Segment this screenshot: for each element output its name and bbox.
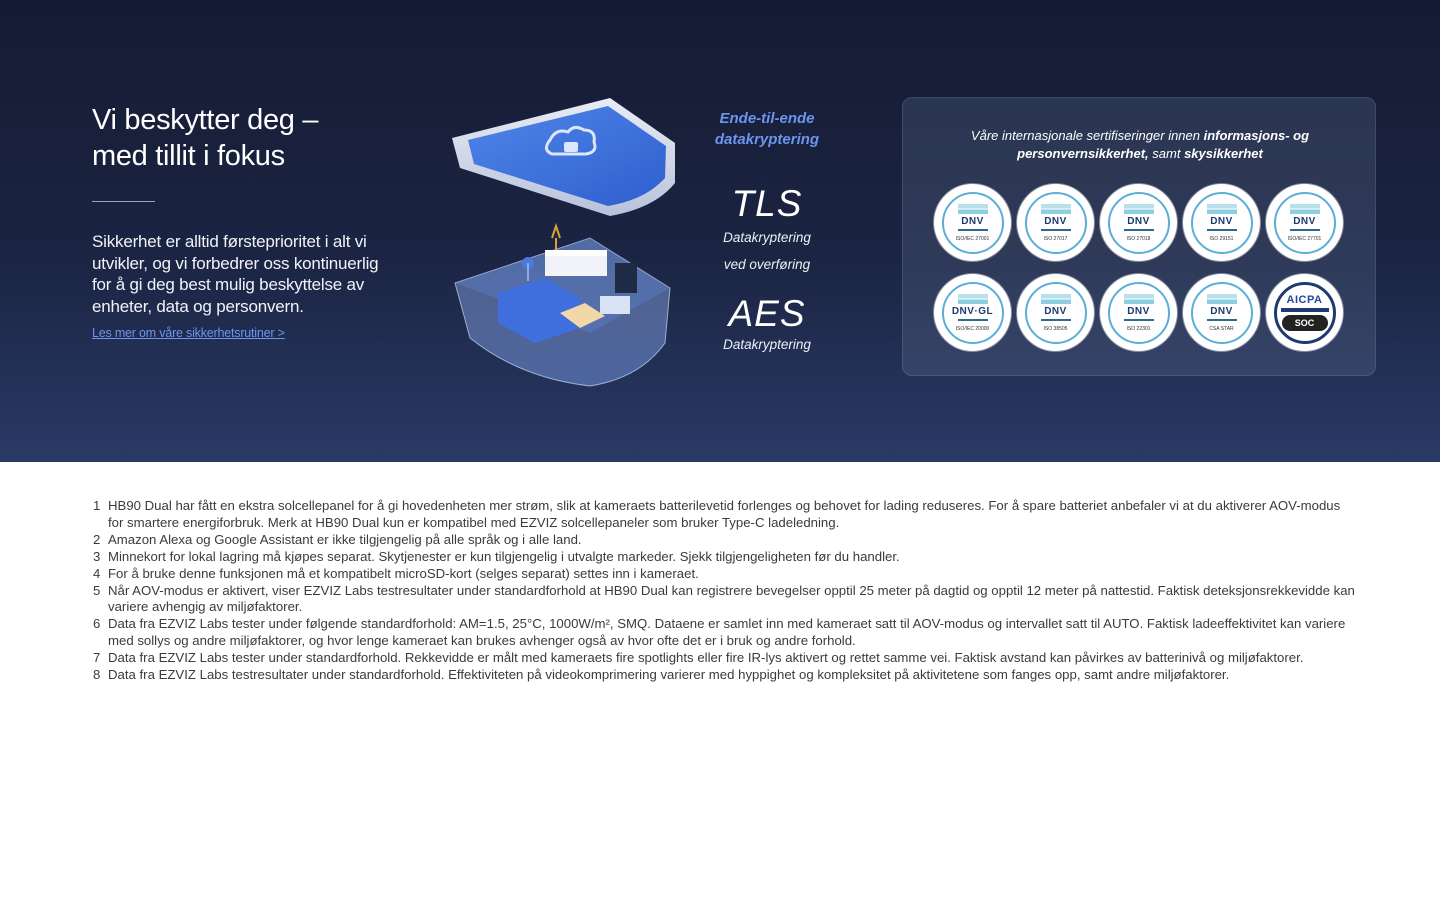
caption-mid: samt — [1148, 146, 1185, 161]
aes-label: AES — [728, 293, 806, 334]
cert-badge — [1266, 184, 1343, 261]
footnote-number: 8 — [93, 667, 101, 683]
footnote-number: 5 — [93, 582, 101, 598]
badge-brand: DNV — [1127, 305, 1150, 317]
badge-brand: DNV — [961, 215, 984, 227]
footnote-number: 6 — [93, 616, 101, 632]
badge-brand: DNV·GL — [951, 305, 994, 317]
footnote-number: 3 — [93, 548, 101, 564]
footnote-text: Amazon Alexa og Google Assistant er ikke tilgjengelig på alle språk og i alle land. — [108, 531, 582, 547]
badge-brand: DNV — [1044, 305, 1067, 317]
tls-label: TLS — [731, 183, 803, 224]
badge-standard: CSA STAR — [1209, 325, 1234, 332]
shield-room-illustration — [440, 88, 690, 398]
footnote-item — [93, 583, 1358, 616]
cert-badge — [934, 184, 1011, 261]
caption-bold-1: informasjons- og personvernsikkerhet, — [1017, 128, 1310, 161]
footnote-number: 2 — [93, 531, 101, 547]
badge-standard: ISO/IEC 20000 — [955, 325, 990, 332]
footnote-text: Data fra EZVIZ Labs testresultater under standardforhold. Effektiviteten på videokomprimering varierer med hyppighet og kompleksitet på aktivitetene som fanges opp, samt andre miljøfaktorer. — [108, 667, 1230, 683]
certifications-caption — [943, 127, 1337, 163]
certification-badges — [934, 184, 1346, 351]
cert-badge — [1017, 274, 1094, 351]
footnote-text: Når AOV-modus er aktivert, viser EZVIZ Labs testresultater under standardforhold at HB90 Dual kan registrere bevegelser opptil 25 meter på dagtid og opptil 12 meter på nattestid. Faktisk deteksjonsrekkevidde kan variere avhengig av miljøfaktorer. — [108, 582, 1355, 615]
cert-badge — [1100, 184, 1177, 261]
encryption-column — [700, 108, 834, 356]
cert-badge — [1183, 184, 1260, 261]
hero-title: Vi beskytter deg – med tillit i fokus — [92, 104, 319, 172]
badge-standard: SOC — [1282, 315, 1328, 331]
footnote-number: 7 — [93, 650, 101, 666]
cert-badge — [1100, 274, 1177, 351]
badge-standard: ISO 27018 — [1126, 235, 1151, 242]
cert-badge-aicpa — [1266, 274, 1343, 351]
badge-brand: DNV — [1210, 305, 1233, 317]
footnote-text: Data fra EZVIZ Labs tester under standardforhold. Rekkevidde er målt med kameraets fire spotlights eller fire IR-lys aktivert og rettet samme vei. Faktisk avstand kan påvirkes av batterinivå og miljøfaktorer. — [108, 650, 1304, 666]
caption-bold-2: skysikkerhet — [1184, 146, 1263, 161]
badge-standard: ISO 27017 — [1043, 235, 1068, 242]
badge-brand: DNV — [1127, 215, 1150, 227]
badge-standard: ISO/IEC 27701 — [1287, 235, 1322, 242]
cert-badge — [1183, 274, 1260, 351]
badge-brand: AICPA — [1286, 294, 1323, 306]
badge-brand: DNV — [1210, 215, 1233, 227]
cert-badge — [934, 274, 1011, 351]
encryption-heading: Ende-til-ende datakryptering — [714, 110, 820, 148]
security-routines-link[interactable]: Les mer om våre sikkerhetsrutiner > — [92, 326, 285, 340]
footnote-number: 1 — [93, 498, 101, 513]
footnote-item — [93, 650, 1358, 667]
footnote-text: HB90 Dual har fått en ekstra solcellepanel for å gi hovedenheten mer strøm, slik at kameraets batterilevetid forlenges og behovet for lading reduseres. For å spare batteriet anbefaler vi at du aktiverer AOV-modus for smartere energiforbruk. Merk at HB90 Dual kun er kompatibel med EZVIZ solcellepaneler som bruker Type-C ladeledning. — [108, 498, 1341, 530]
badge-standard: ISO 22301 — [1126, 325, 1151, 332]
hero-body: Sikkerhet er alltid førsteprioritet i alt vi utvikler, og vi forbedrer oss kontinuerlig for å gi deg best mulig beskyttelse av enheter, data og personvern. — [92, 232, 379, 316]
certifications-panel — [902, 97, 1376, 376]
badge-brand: DNV — [1044, 215, 1067, 227]
badge-brand: DNV — [1293, 215, 1316, 227]
footnote-item — [93, 616, 1358, 649]
footnote-number: 4 — [93, 565, 101, 581]
hero-divider — [92, 201, 155, 202]
footnote-item — [93, 532, 1358, 549]
footnotes-list — [93, 498, 1358, 684]
tls-description: Datakryptering ved overføring — [723, 230, 811, 272]
footnote-item — [93, 566, 1358, 583]
footnote-text: For å bruke denne funksjonen må et kompatibelt microSD-kort (selges separat) settes inn i kameraet. — [108, 565, 699, 581]
footnote-item — [93, 498, 1358, 531]
footnote-item — [93, 667, 1358, 684]
badge-standard: ISO 38505 — [1043, 325, 1068, 332]
aes-description: Datakryptering — [723, 337, 811, 352]
caption-intro: Våre internasjonale sertifiseringer innen — [970, 128, 1204, 143]
footnote-item — [93, 549, 1358, 566]
cert-badge — [1017, 184, 1094, 261]
footnote-text: Minnekort for lokal lagring må kjøpes separat. Skytjenester er kun tilgjengelig i utvalgte markeder. Sjekk tilgjengeligheten før du handler. — [108, 548, 900, 564]
badge-standard: ISO 29151 — [1209, 235, 1234, 242]
badge-standard: ISO/IEC 27001 — [955, 235, 990, 242]
hero-text-column — [92, 102, 382, 342]
footnote-text: Data fra EZVIZ Labs tester under følgende standardforhold: AM=1.5, 25°C, 1000W/m², SMQ. Dataene er samlet inn med kameraet satt til AOV-modus og intervallet satt til AUTO. Faktisk ladeeffektivitet kan variere med sollys og andre miljøfaktorer, og hvor lenge kameraet kan brukes avhenger også av hvor ofte det er i bruk og andre forhold. — [108, 616, 1346, 649]
shield-illustration-icon — [440, 88, 690, 398]
